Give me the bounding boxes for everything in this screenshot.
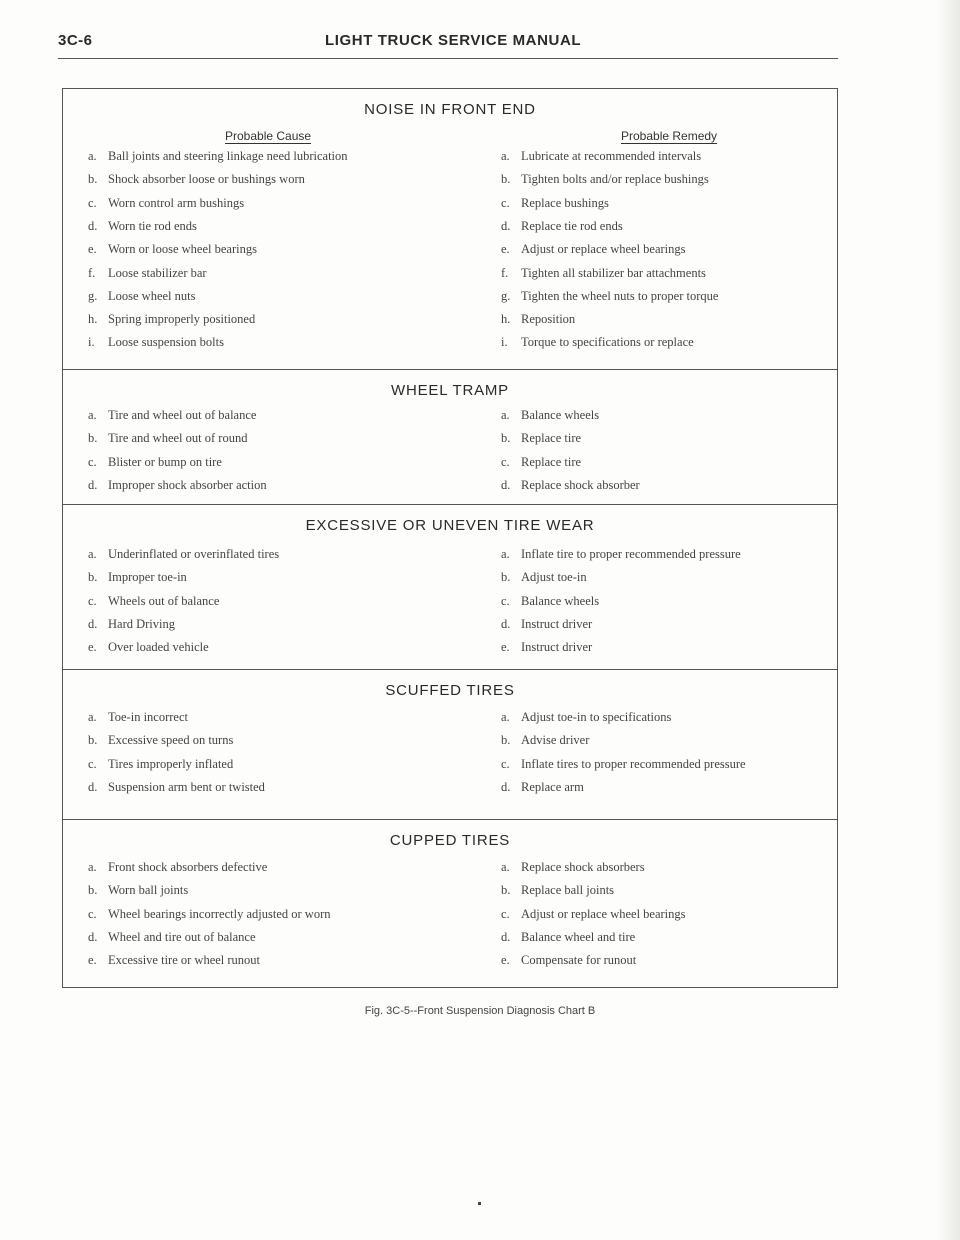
cause-row [88, 242, 257, 257]
remedy-text: Replace shock absorber [521, 477, 640, 492]
page-number: 3C-6 [58, 32, 93, 49]
remedy-text: Tighten all stabilizer bar attachments [521, 265, 706, 280]
cause-letter: d. [88, 929, 98, 944]
diagnosis-chart [62, 88, 838, 988]
cause-row [88, 733, 233, 748]
remedy-letter: d. [501, 218, 511, 233]
cause-row [88, 289, 195, 304]
cause-row [88, 710, 188, 725]
section-4 [63, 819, 837, 990]
cause-letter: e. [88, 953, 97, 968]
cause-text: Excessive tire or wheel runout [108, 953, 261, 968]
cause-row [88, 408, 256, 423]
remedy-letter: e. [501, 242, 510, 257]
cause-text: Worn or loose wheel bearings [108, 242, 257, 257]
cause-letter: i. [88, 335, 95, 350]
cause-letter: c. [88, 454, 97, 469]
remedy-text: Replace ball joints [521, 883, 615, 898]
remedy-row [501, 219, 623, 234]
cause-text: Toe-in incorrect [108, 710, 188, 724]
cause-text: Hard Driving [108, 616, 175, 631]
cause-text: Over loaded vehicle [108, 640, 209, 655]
remedy-text: Inflate tire to proper recommended pressure [521, 547, 741, 561]
cause-row [88, 883, 188, 898]
remedy-row [501, 570, 587, 585]
cause-letter: d. [88, 616, 98, 631]
scan-edge [936, 0, 960, 1240]
cause-row [88, 570, 187, 585]
section-title: SCUFFED TIRES [385, 682, 515, 699]
cause-text: Loose suspension bolts [108, 335, 224, 350]
cause-row [88, 860, 267, 875]
remedy-text: Replace bushings [521, 195, 609, 210]
cause-letter: b. [88, 431, 98, 446]
remedy-letter: a. [501, 547, 510, 561]
cause-letter: d. [88, 779, 98, 794]
remedy-letter: c. [501, 195, 510, 210]
remedy-letter: d. [501, 929, 511, 944]
cause-row [88, 780, 265, 795]
cause-text: Tire and wheel out of balance [108, 408, 257, 422]
remedy-row [501, 289, 718, 304]
section-1 [63, 369, 837, 505]
remedy-letter: b. [501, 570, 511, 585]
remedy-letter: b. [501, 733, 511, 748]
remedy-row [501, 266, 706, 281]
cause-text: Loose wheel nuts [108, 288, 196, 303]
remedy-letter: a. [501, 710, 510, 724]
remedy-text: Balance wheels [521, 593, 600, 608]
remedy-text: Torque to specifications or replace [521, 335, 694, 350]
cause-letter: h. [88, 312, 98, 327]
remedy-text: Advise driver [521, 733, 590, 748]
cause-text: Loose stabilizer bar [108, 265, 207, 280]
section-3 [63, 669, 837, 820]
figure-caption: Fig. 3C-5--Front Suspension Diagnosis Chart B [364, 1005, 596, 1017]
cause-letter: b. [88, 570, 98, 585]
remedy-row [501, 478, 640, 493]
cause-row [88, 172, 305, 187]
remedy-letter: c. [501, 593, 510, 608]
section-2 [63, 504, 837, 670]
section-title: EXCESSIVE OR UNEVEN TIRE WEAR [305, 517, 595, 534]
cause-text: Blister or bump on tire [108, 454, 222, 469]
header-rule [58, 58, 838, 59]
remedy-letter: b. [501, 431, 511, 446]
remedy-row [501, 196, 609, 211]
remedy-letter: d. [501, 779, 511, 794]
remedy-text: Adjust toe-in to specifications [521, 710, 672, 724]
remedy-text: Replace tire [521, 454, 582, 469]
remedy-text: Adjust or replace wheel bearings [521, 242, 686, 257]
cause-row [88, 312, 255, 327]
cause-letter: e. [88, 242, 97, 257]
cause-letter: c. [88, 593, 97, 608]
cause-text: Front shock absorbers defective [108, 860, 268, 874]
cause-letter: b. [88, 883, 98, 898]
remedy-row [501, 780, 584, 795]
cause-letter: b. [88, 172, 98, 187]
remedy-row [501, 710, 671, 725]
cause-text: Improper shock absorber action [108, 477, 267, 492]
cause-row [88, 478, 267, 493]
remedy-letter: f. [501, 265, 509, 280]
cause-row [88, 547, 279, 562]
cause-row [88, 930, 256, 945]
remedy-row [501, 455, 581, 470]
cause-row [88, 431, 247, 446]
remedy-row [501, 883, 614, 898]
remedy-row [501, 617, 592, 632]
remedy-row [501, 242, 686, 257]
cause-text: Worn ball joints [108, 883, 189, 898]
page-mark [478, 1202, 481, 1205]
remedy-row [501, 172, 709, 187]
remedy-text: Instruct driver [521, 640, 593, 655]
remedy-letter: a. [501, 149, 510, 163]
cause-text: Wheel and tire out of balance [108, 929, 256, 944]
remedy-letter: i. [501, 335, 508, 350]
remedy-letter: a. [501, 860, 510, 874]
cause-text: Worn tie rod ends [108, 218, 197, 233]
section-title: CUPPED TIRES [389, 832, 511, 849]
column-header-remedy: Probable Remedy [621, 129, 718, 143]
cause-letter: d. [88, 477, 98, 492]
cause-text: Underinflated or overinflated tires [108, 547, 280, 561]
cause-row [88, 196, 244, 211]
remedy-letter: h. [501, 312, 511, 327]
column-header-cause: Probable Cause [225, 129, 312, 143]
cause-text: Wheels out of balance [108, 593, 220, 608]
remedy-letter: a. [501, 408, 510, 422]
remedy-letter: d. [501, 616, 511, 631]
remedy-text: Tighten the wheel nuts to proper torque [521, 288, 719, 303]
cause-text: Shock absorber loose or bushings worn [108, 172, 305, 187]
cause-text: Tire and wheel out of round [108, 431, 248, 446]
remedy-letter: c. [501, 756, 510, 771]
remedy-text: Compensate for runout [521, 953, 637, 968]
section-title: WHEEL TRAMP [391, 382, 509, 399]
remedy-text: Instruct driver [521, 616, 593, 631]
remedy-row [501, 860, 645, 875]
remedy-text: Balance wheels [521, 408, 600, 422]
remedy-text: Lubricate at recommended intervals [521, 149, 702, 163]
remedy-letter: b. [501, 883, 511, 898]
cause-text: Excessive speed on turns [108, 733, 234, 748]
cause-letter: c. [88, 906, 97, 921]
section-0 [63, 89, 837, 369]
cause-row [88, 219, 197, 234]
remedy-text: Replace arm [521, 779, 584, 794]
remedy-letter: d. [501, 477, 511, 492]
remedy-text: Replace shock absorbers [521, 860, 645, 874]
cause-letter: c. [88, 195, 97, 210]
remedy-text: Reposition [521, 312, 576, 327]
cause-row [88, 266, 207, 281]
cause-row [88, 953, 260, 968]
remedy-row [501, 907, 686, 922]
remedy-letter: e. [501, 953, 510, 968]
cause-row [88, 335, 224, 350]
cause-text: Improper toe-in [108, 570, 187, 585]
remedy-text: Replace tire [521, 431, 582, 446]
remedy-text: Tighten bolts and/or replace bushings [521, 172, 709, 187]
cause-letter: a. [88, 149, 97, 163]
remedy-row [501, 335, 694, 350]
cause-row [88, 907, 331, 922]
remedy-text: Replace tie rod ends [521, 218, 623, 233]
remedy-row [501, 547, 741, 562]
remedy-letter: c. [501, 906, 510, 921]
cause-letter: a. [88, 860, 97, 874]
remedy-letter: c. [501, 454, 510, 469]
cause-letter: c. [88, 756, 97, 771]
section-title: NOISE IN FRONT END [364, 101, 536, 118]
cause-row [88, 617, 175, 632]
cause-text: Ball joints and steering linkage need lubrication [108, 149, 348, 163]
remedy-text: Adjust or replace wheel bearings [521, 906, 686, 921]
cause-text: Worn control arm bushings [108, 195, 245, 210]
cause-letter: a. [88, 408, 97, 422]
cause-letter: a. [88, 547, 97, 561]
cause-text: Wheel bearings incorrectly adjusted or worn [108, 906, 331, 921]
remedy-row [501, 594, 599, 609]
cause-letter: b. [88, 733, 98, 748]
remedy-row [501, 149, 701, 164]
cause-text: Tires improperly inflated [108, 756, 234, 771]
remedy-row [501, 312, 575, 327]
remedy-row [501, 640, 592, 655]
cause-letter: f. [88, 265, 96, 280]
remedy-row [501, 930, 635, 945]
cause-letter: d. [88, 218, 98, 233]
remedy-text: Adjust toe-in [521, 570, 587, 585]
remedy-row [501, 757, 746, 772]
cause-text: Spring improperly positioned [108, 312, 256, 327]
remedy-letter: g. [501, 288, 511, 303]
remedy-row [501, 431, 581, 446]
remedy-letter: b. [501, 172, 511, 187]
remedy-row [501, 953, 636, 968]
cause-row [88, 757, 233, 772]
cause-letter: e. [88, 640, 97, 655]
cause-letter: g. [88, 288, 98, 303]
cause-row [88, 640, 209, 655]
cause-row [88, 455, 222, 470]
cause-text: Suspension arm bent or twisted [108, 779, 265, 794]
remedy-text: Balance wheel and tire [521, 929, 636, 944]
cause-row [88, 149, 348, 164]
remedy-text: Inflate tires to proper recommended pressure [521, 756, 746, 771]
remedy-row [501, 733, 589, 748]
cause-letter: a. [88, 710, 97, 724]
page-title: LIGHT TRUCK SERVICE MANUAL [325, 32, 582, 49]
cause-row [88, 594, 219, 609]
remedy-row [501, 408, 599, 423]
remedy-letter: e. [501, 640, 510, 655]
